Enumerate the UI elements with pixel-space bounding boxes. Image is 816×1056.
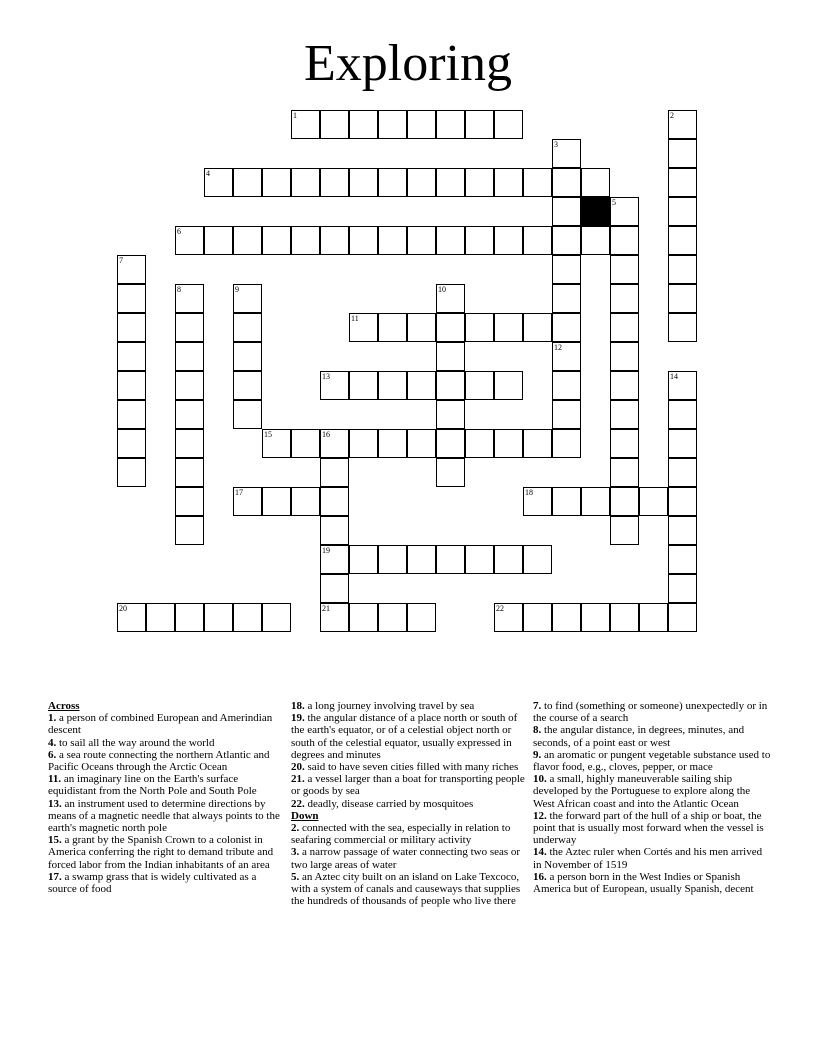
grid-cell[interactable] (610, 516, 639, 545)
grid-cell[interactable] (407, 371, 436, 400)
grid-cell[interactable] (117, 603, 146, 632)
grid-cell[interactable] (407, 429, 436, 458)
clue-across-22 (291, 798, 529, 810)
grid-cell[interactable] (378, 226, 407, 255)
clue-text: the forward part of the hull of a ship or boat, the point that is usually most forward when the vessel is underway (533, 809, 764, 847)
grid-cell[interactable] (233, 603, 262, 632)
grid-cell[interactable] (320, 487, 349, 516)
cell-number: 9 (235, 285, 239, 294)
clue-down-10 (533, 773, 773, 810)
grid-cell[interactable] (552, 168, 581, 197)
clue-number: 15. (48, 834, 62, 847)
grid-cell[interactable] (465, 371, 494, 400)
clue-number: 3. (291, 846, 300, 859)
cell-number: 8 (177, 285, 181, 294)
cell-number: 18 (525, 488, 533, 497)
cell-number: 11 (351, 314, 359, 323)
grid-cell[interactable] (668, 284, 697, 313)
grid-cell[interactable] (407, 545, 436, 574)
clue-across-20 (291, 761, 529, 773)
grid-cell[interactable] (610, 400, 639, 429)
grid-cell[interactable] (610, 197, 639, 226)
grid-cell[interactable] (552, 342, 581, 371)
cell-number: 20 (119, 604, 127, 613)
grid-cell[interactable] (668, 313, 697, 342)
grid-cell[interactable] (291, 487, 320, 516)
clue-number: 11. (48, 773, 62, 786)
clue-down-7 (533, 700, 773, 724)
page-title: Exploring (304, 35, 512, 92)
grid-cell[interactable] (349, 429, 378, 458)
grid-cell[interactable] (349, 603, 378, 632)
clue-text: the Aztec ruler when Cortés and his men arrived in November of 1519 (533, 846, 763, 871)
grid-cell[interactable] (262, 226, 291, 255)
grid-cell[interactable] (610, 226, 639, 255)
grid-cell[interactable] (175, 400, 204, 429)
cell-number: 4 (206, 169, 210, 178)
clue-number: 18. (291, 700, 305, 712)
clue-text: said to have seven cities filled with many riches (307, 761, 519, 774)
clue-number: 21. (291, 773, 305, 786)
clue-number: 17. (48, 870, 62, 883)
grid-cell[interactable] (436, 371, 465, 400)
clue-number: 2. (291, 822, 300, 835)
clue-text: a grant by the Spanish Crown to a colonist in America conferring the right to demand tribute and forced labor from the Indian inhabitants of an area (48, 834, 274, 871)
grid-cell[interactable] (552, 313, 581, 342)
grid-cell[interactable] (378, 313, 407, 342)
grid-cell[interactable] (262, 487, 291, 516)
cell-number: 1 (293, 111, 297, 120)
clue-text: an instrument used to determine directions by means of a magnetic needle that always points to the earth's magnetic north pole (48, 797, 280, 835)
clue-across-17 (48, 871, 283, 895)
grid-cell[interactable] (668, 110, 697, 139)
clue-across-4 (48, 737, 283, 749)
grid-cell[interactable] (233, 313, 262, 342)
grid-cell[interactable] (204, 168, 233, 197)
grid-cell[interactable] (581, 226, 610, 255)
grid-cell[interactable] (552, 284, 581, 313)
clue-across-19 (291, 712, 529, 761)
grid-cell[interactable] (407, 313, 436, 342)
cell-number: 22 (496, 604, 504, 613)
grid-cell[interactable] (436, 400, 465, 429)
grid-cell[interactable] (117, 284, 146, 313)
grid-cell[interactable] (523, 429, 552, 458)
grid-cell[interactable] (320, 429, 349, 458)
grid-cell[interactable] (175, 603, 204, 632)
grid-cell[interactable] (175, 226, 204, 255)
clue-across-15 (48, 834, 283, 871)
clue-text: connected with the sea, especially in relation to seafaring commercial or military activity (291, 822, 511, 847)
grid-cell[interactable] (436, 342, 465, 371)
grid-cell[interactable] (494, 545, 523, 574)
grid-cell[interactable] (117, 255, 146, 284)
grid-cell[interactable] (610, 313, 639, 342)
clue-across-6 (48, 749, 283, 773)
grid-cell[interactable] (494, 313, 523, 342)
clue-column-3 (533, 700, 773, 895)
grid-cell[interactable] (668, 371, 697, 400)
grid-cell[interactable] (262, 603, 291, 632)
grid-cell[interactable] (320, 545, 349, 574)
clue-text: a narrow passage of water connecting two seas or two large areas of water (291, 846, 521, 871)
grid-cell[interactable] (233, 226, 262, 255)
cell-number: 12 (554, 343, 562, 352)
grid-cell[interactable] (146, 603, 175, 632)
clue-down-2 (291, 822, 529, 846)
cell-number: 3 (554, 140, 558, 149)
grid-cell[interactable] (465, 429, 494, 458)
grid-cell[interactable] (117, 371, 146, 400)
grid-cell[interactable] (349, 110, 378, 139)
grid-cell[interactable] (494, 603, 523, 632)
grid-cell[interactable] (523, 168, 552, 197)
clue-down-16 (533, 871, 773, 895)
clue-text: a person of combined European and Amerindian descent (48, 712, 273, 737)
grid-cell[interactable] (494, 110, 523, 139)
cell-number: 16 (322, 430, 330, 439)
cell-number: 21 (322, 604, 330, 613)
grid-cell[interactable] (233, 284, 262, 313)
clue-number: 5. (291, 870, 300, 883)
grid-cell[interactable] (610, 429, 639, 458)
grid-cell[interactable] (175, 313, 204, 342)
grid-cell[interactable] (436, 226, 465, 255)
grid-cell[interactable] (668, 574, 697, 603)
grid-cell[interactable] (378, 371, 407, 400)
grid-cell[interactable] (349, 168, 378, 197)
clue-text: to find (something or someone) unexpectedly or in the course of a search (533, 700, 768, 725)
grid-cell[interactable] (552, 603, 581, 632)
grid-cell[interactable] (465, 226, 494, 255)
grid-cell[interactable] (233, 487, 262, 516)
grid-cell[interactable] (552, 429, 581, 458)
grid-cell[interactable] (233, 342, 262, 371)
grid-cell[interactable] (407, 226, 436, 255)
cell-number: 14 (670, 372, 678, 381)
grid-cell[interactable] (349, 226, 378, 255)
grid-cell[interactable] (668, 487, 697, 516)
grid-cell[interactable] (523, 226, 552, 255)
clue-across-18 (291, 700, 529, 712)
grid-cell[interactable] (465, 110, 494, 139)
grid-cell[interactable] (552, 197, 581, 226)
grid-cell[interactable] (436, 168, 465, 197)
grid-cell[interactable] (349, 313, 378, 342)
grid-cell[interactable] (494, 429, 523, 458)
grid-cell[interactable] (436, 313, 465, 342)
clue-text: the angular distance of a place north or south of the earth's equator, or of a celestial object north or south of the celestial equator, usually expressed in degrees and minutes (291, 712, 518, 761)
grid-cell[interactable] (552, 255, 581, 284)
grid-cell[interactable] (668, 516, 697, 545)
clue-number: 10. (533, 773, 547, 786)
grid-cell[interactable] (320, 168, 349, 197)
clue-text: a vessel larger than a boat for transporting people or goods by sea (291, 773, 525, 798)
grid-cell[interactable] (494, 226, 523, 255)
grid-cell[interactable] (320, 458, 349, 487)
grid-cell[interactable] (175, 487, 204, 516)
clue-number: 9. (533, 748, 542, 761)
grid-cell[interactable] (378, 110, 407, 139)
grid-cell[interactable] (320, 516, 349, 545)
clue-across-13 (48, 798, 283, 835)
grid-cell[interactable] (610, 458, 639, 487)
clue-across-11 (48, 773, 283, 797)
grid-cell[interactable] (436, 458, 465, 487)
grid-cell[interactable] (668, 139, 697, 168)
grid-cell[interactable] (668, 458, 697, 487)
clue-down-8 (533, 724, 773, 748)
cell-number: 2 (670, 111, 674, 120)
grid-cell[interactable] (117, 429, 146, 458)
grid-cell[interactable] (291, 110, 320, 139)
clue-down-12 (533, 810, 773, 847)
grid-cell[interactable] (552, 226, 581, 255)
grid-cell[interactable] (407, 110, 436, 139)
grid-cell[interactable] (552, 139, 581, 168)
grid-cell[interactable] (668, 197, 697, 226)
grid-cell[interactable] (117, 400, 146, 429)
grid-cell[interactable] (436, 429, 465, 458)
grid-cell[interactable] (552, 371, 581, 400)
grid-cell[interactable] (378, 168, 407, 197)
grid-cell[interactable] (668, 545, 697, 574)
clue-text: a person born in the West Indies or Spanish America but of European, usually Spanish, decent (533, 870, 754, 896)
black-square (581, 197, 610, 226)
clue-across-21 (291, 773, 529, 797)
grid-cell[interactable] (175, 516, 204, 545)
grid-cell[interactable] (436, 284, 465, 313)
grid-cell[interactable] (378, 603, 407, 632)
grid-cell[interactable] (668, 603, 697, 632)
grid-cell[interactable] (175, 342, 204, 371)
grid-cell[interactable] (407, 168, 436, 197)
grid-cell[interactable] (320, 226, 349, 255)
clue-number: 1. (48, 712, 57, 725)
clue-number: 13. (48, 797, 62, 810)
grid-cell[interactable] (668, 400, 697, 429)
grid-cell[interactable] (204, 603, 233, 632)
grid-cell[interactable] (523, 487, 552, 516)
grid-cell[interactable] (465, 168, 494, 197)
clue-number: 8. (533, 724, 542, 737)
clue-text: a long journey involving travel by sea (307, 700, 475, 712)
grid-cell[interactable] (523, 313, 552, 342)
grid-cell[interactable] (291, 168, 320, 197)
clue-number: 6. (48, 748, 57, 761)
cell-number: 10 (438, 285, 446, 294)
clue-across-1 (48, 712, 283, 736)
clue-text: an aromatic or pungent vegetable substance used to flavor food, e.g., cloves, pepper, or mace (533, 748, 771, 774)
cell-number: 19 (322, 546, 330, 555)
grid-cell[interactable] (581, 603, 610, 632)
grid-cell[interactable] (523, 545, 552, 574)
grid-cell[interactable] (494, 371, 523, 400)
grid-cell[interactable] (233, 371, 262, 400)
cell-number: 7 (119, 256, 123, 265)
grid-cell[interactable] (581, 168, 610, 197)
clue-down-5 (291, 871, 529, 908)
clue-down-3 (291, 846, 529, 870)
grid-cell[interactable] (117, 342, 146, 371)
grid-cell[interactable] (204, 226, 233, 255)
grid-cell[interactable] (436, 110, 465, 139)
grid-cell[interactable] (581, 487, 610, 516)
grid-cell[interactable] (291, 226, 320, 255)
grid-cell[interactable] (610, 371, 639, 400)
clue-text: a small, highly maneuverable sailing ship developed by the Portuguese to explore along the West African coast and into the Atlantic Ocean (533, 773, 751, 810)
grid-cell[interactable] (610, 342, 639, 371)
grid-cell[interactable] (378, 545, 407, 574)
grid-cell[interactable] (552, 400, 581, 429)
grid-cell[interactable] (117, 458, 146, 487)
grid-cell[interactable] (639, 487, 668, 516)
grid-cell[interactable] (465, 545, 494, 574)
grid-cell[interactable] (610, 284, 639, 313)
grid-cell[interactable] (610, 487, 639, 516)
grid-cell[interactable] (378, 429, 407, 458)
grid-cell[interactable] (436, 545, 465, 574)
grid-cell[interactable] (175, 371, 204, 400)
grid-cell[interactable] (262, 429, 291, 458)
grid-cell[interactable] (639, 603, 668, 632)
clue-number: 7. (533, 700, 542, 712)
clue-text: a swamp grass that is widely cultivated as a source of food (48, 870, 257, 896)
grid-cell[interactable] (668, 226, 697, 255)
clue-number: 16. (533, 870, 547, 883)
clue-text: the angular distance, in degrees, minutes, and seconds, of a point east or west (533, 724, 745, 749)
clue-text: an Aztec city built on an island on Lake Texcoco, with a system of canals and causeways that supplies the hundreds of thousands of people who live there (291, 870, 521, 908)
clue-down-14 (533, 846, 773, 870)
grid-cell[interactable] (233, 168, 262, 197)
grid-cell[interactable] (465, 313, 494, 342)
clue-number: 14. (533, 846, 547, 859)
grid-cell[interactable] (668, 429, 697, 458)
grid-cell[interactable] (494, 168, 523, 197)
grid-cell[interactable] (262, 168, 291, 197)
grid-cell[interactable] (320, 603, 349, 632)
grid-cell[interactable] (407, 603, 436, 632)
grid-cell[interactable] (291, 429, 320, 458)
grid-cell[interactable] (610, 255, 639, 284)
clue-number: 22. (291, 797, 305, 810)
clue-text: to sail all the way around the world (59, 736, 215, 749)
cell-number: 13 (322, 372, 330, 381)
grid-cell[interactable] (349, 545, 378, 574)
grid-cell[interactable] (668, 168, 697, 197)
cell-number: 6 (177, 227, 181, 236)
cell-number: 5 (612, 198, 616, 207)
clue-column-2 (291, 700, 529, 907)
clue-number: 20. (291, 761, 305, 774)
grid-cell[interactable] (610, 603, 639, 632)
cell-number: 17 (235, 488, 243, 497)
grid-cell[interactable] (320, 574, 349, 603)
clue-number: 12. (533, 809, 547, 822)
clue-text: a sea route connecting the northern Atlantic and Pacific Oceans through the Arctic Ocean (48, 748, 270, 774)
clue-down-9 (533, 749, 773, 773)
clue-column-1 (48, 700, 283, 895)
grid-cell[interactable] (320, 110, 349, 139)
clue-number: 4. (48, 736, 57, 749)
grid-cell[interactable] (320, 371, 349, 400)
down-header: Down (291, 809, 319, 822)
grid-cell[interactable] (552, 487, 581, 516)
grid-cell[interactable] (175, 458, 204, 487)
grid-cell[interactable] (117, 313, 146, 342)
clue-text: deadly, disease carried by mosquitoes (307, 797, 474, 810)
grid-cell[interactable] (175, 429, 204, 458)
cell-number: 15 (264, 430, 272, 439)
grid-cell[interactable] (233, 400, 262, 429)
clue-text: an imaginary line on the Earth's surface equidistant from the North Pole and South Pole (48, 773, 257, 798)
grid-cell[interactable] (668, 255, 697, 284)
grid-cell[interactable] (175, 284, 204, 313)
across-header: Across (48, 700, 80, 712)
grid-cell[interactable] (349, 371, 378, 400)
grid-cell[interactable] (523, 603, 552, 632)
clue-number: 19. (291, 712, 305, 725)
